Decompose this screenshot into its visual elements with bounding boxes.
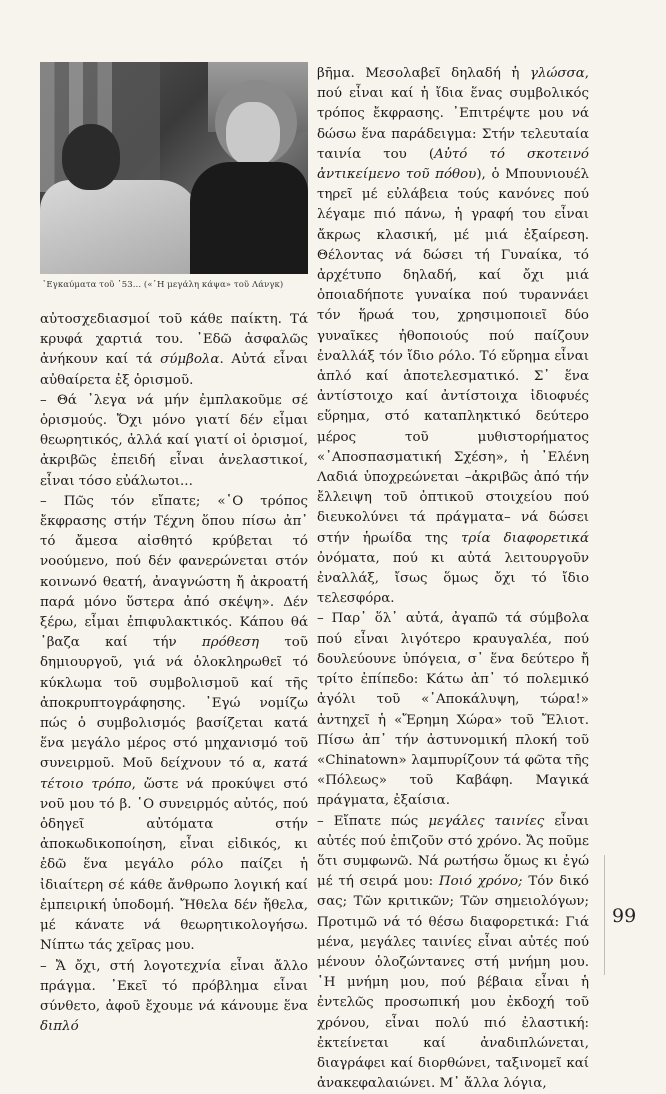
paragraph: – Πῶς τόν εἴπατε; «῾Ο τρόπος ἔκφρασης στήν Τέχνη ὅπου πίσω ἀπ᾿ τό ἄμεσα αἰσθητό κρύβεται τό νοούμενο, πού δέν φανερώνεται στόν κοινωνό θεατή, ἀναγνώστη ἤ ἀκροατή παρά μόνο ὕστερα ἀπό σκέψη». Δέν ξέρω, εἶμαι ἐπιφυλακτικός. Κάπου θά ᾿βαζα καί τήν πρόθεση τοῦ δημιουργοῦ, γιά νά ὁλοκληρωθεῖ τό κύκλωμα τοῦ συμβολισμοῦ καί τῆς ἀποκρυπτογράφησης. ᾿Εγώ νομίζω πώς ὁ συμβολισμός βασίζεται κατά ἕνα μεγάλο μέρος στό μηχανισμό τοῦ συνειρμοῦ. Μοῦ δείχνουν τό α, κατά τέτοιο τρόπο, ὥστε νά προκύψει στό νοῦ μου τό β. ῾Ο συνειρμός αὐτός, πού ὁδηγεῖ αὐτόματα στήν ἀποκωδικοποίηση, εἶναι εἰδικός, κι ἐδῶ ἕνα μεγάλο ρόλο παίζει ἡ ἰδιαίτερη σέ κάθε ἄνθρωπο λογική καί ἐμπειρική ὑποδομή. Ἤθελα δέν ἤθελα, μέ κάνατε νά θεωρητικολογήσω. Νίπτω τάς χεῖρας μου. [40, 493, 308, 954]
emphasis: διπλό [40, 1019, 79, 1035]
paragraph: – Παρ᾿ ὅλ᾿ αὐτά, ἀγαπῶ τά σύμβολα πού εἶναι λιγότερο κραυγαλέα, πού δουλεύουνε ὑπόγεια, σ᾿ ἕνα δεύτερο ἤ τρίτο ἐπίπεδο: Κάτω ἀπ᾿ τό πολεμικό ἀγόλι τοῦ «᾿Αποκάλυψη, τώρα!» ἀντηχεῖ ἡ «Ἔρημη Χώρα» τοῦ Ἔλιοτ. Πίσω ἀπ᾿ τήν ἀστυνομική πλοκή τοῦ «Chinatown» λαμπυρίζουν τά φῶτα τῆς «Πόλεως» τοῦ Καβάφη. Μαγικά πράγματα, ἐξαίσια. [317, 611, 589, 809]
paragraph: – Ἄ ὄχι, στή λογοτεχνία εἶναι ἄλλο πράγμα. ᾿Εκεῖ τό πρόβλημα εἶναι σύνθετο, ἀφοῦ ἔχουμε νά κάνουμε ἕνα διπλό [40, 958, 308, 1035]
emphasis: σύμβολα [160, 352, 220, 368]
emphasis: Αὐτό τό σκοτεινό ἀντικείμενο τοῦ πόθου [317, 146, 589, 183]
right-column [317, 64, 589, 1094]
emphasis: γλώσσα [530, 66, 585, 81]
left-column [40, 62, 308, 1037]
left-column-text [40, 310, 308, 1037]
photo-caption: ᾿Εγκαύματα τοῦ ᾿53... («῾Η μεγάλη κάψα» τοῦ Λάνγκ) [42, 280, 284, 290]
margin-rule [604, 855, 605, 975]
paragraph: – Θά ᾿λεγα νά μήν ἐμπλακοῦμε σέ ὁρισμούς. Ὄχι μόνο γιατί δέν εἶμαι θεωρητικός, ἀλλά καί γιατί οἱ ὁρισμοί, ἀκριβῶς ἐπειδή εἶναι ἀνελαστικοί, εἶναι τόσο εὐάλωτοι... [40, 392, 308, 489]
emphasis: τρία διαφορετικά [461, 530, 589, 546]
emphasis: Ποιό χρόνο; [438, 874, 523, 890]
emphasis: κατά τέτοιο τρόπο [40, 756, 308, 792]
paragraph: αὐτοσχεδιασμοί τοῦ κάθε παίκτη. Τά κρυφά χαρτιά του. ᾿Εδῶ ἀσφαλῶς ἀνήκουν καί τά σύμβολα. Αὐτά εἶναι αὐθαίρετα ἐξ ὁρισμοῦ. [40, 312, 308, 388]
paragraph: – Εἴπατε πώς μεγάλες ταινίες εἶναι αὐτές πού ἐπιζοῦν στό χρόνο. Ἄς ποῦμε ὅτι συμφωνῶ. Νά ρωτήσω ὅμως κι ἐγώ μέ τή σειρά μου: Ποιό χρόνο; Τόν δικό σας; Τῶν κριτικῶν; Τῶν σημειολόγων; Προτιμῶ νά τό θέσω διαφορετικά: Γιά μένα, μεγάλες ταινίες εἶναι αὐτές πού μένουν ὁλοζώντανες στή μνήμη μου. ῾Η μνήμη μου, πού βέβαια εἶναι ἡ ἐντελῶς προσωπική μου ἐκδοχή τοῦ χρόνου, εἶναι πολύ πιό ἐλαστική: ἐκτείνεται καί ἀναδιπλώνεται, διαγράφει καί διορθώνει, ταξινομεῖ καί ἀνακεφαλαιώνει. Μ᾿ ἄλλα λόγια, [317, 813, 589, 1092]
right-column-text [317, 64, 589, 1094]
film-still-photo [40, 62, 308, 274]
emphasis: μεγάλες ταινίες [428, 813, 545, 829]
page-number: 99 [612, 905, 637, 927]
paragraph: βῆμα. Μεσολαβεῖ δηλαδή ἡ γλώσσα, πού εἶναι καί ἡ ἴδια ἕνας συμβολικός τρόπος ἔκφρασης. ᾿Επιτρέψτε μου νά δώσω ἕνα παράδειγμα: Στήν τελευταία ταινία του (Αὐτό τό σκοτεινό ἀντικείμενο τοῦ πόθου), ὁ Μπουνιουέλ τηρεῖ μέ εὐλάβεια τούς κανόνες πού λέγαμε πιό πάνω, ἡ γραφή του εἶναι ἄκρως κλασική, μέ μιά ἐξαίρεση. Θέλοντας νά δώσει τή Γυναίκα, τό ἀρχέτυπο δηλαδή, καί ὄχι μιά ὁποιαδήποτε γυναίκα πού τυραννάει τόν ἥρωά του, χρησιμοποιεῖ δύο γυναῖκες ἠθοποιούς πού παίζουν ἐναλλάξ τόν ἴδιο ρόλο. Τό εὕρημα εἶναι ἁπλό καί ἀποτελεσματικό. Σ᾿ ἕνα ἀντίστοιχο καί ἀντίστοιχα ἰδιοφυές εὕρημα, στό καταπληκτικό δεύτερο μέρος τοῦ μυθιστορήματος «᾿Αποσπασματική Σχέση», ἡ ᾿Ελένη Λαδιά ὑποχρεώνεται –ἀκριβῶς ἀπό τήν ἔλλειψη τοῦ ὀπτικοῦ στοιχείου πού διευκολύνει τά πράγματα– νά δώσει στήν ἡρωίδα της τρία διαφορετικά ὀνόματα, πού κι αὐτά λειτουργοῦν ἐναλλάξ, ἴσως ὅμως ὄχι τό ἴδιο τελεσφόρα. [317, 66, 589, 607]
emphasis: πρόθεση [201, 635, 260, 651]
